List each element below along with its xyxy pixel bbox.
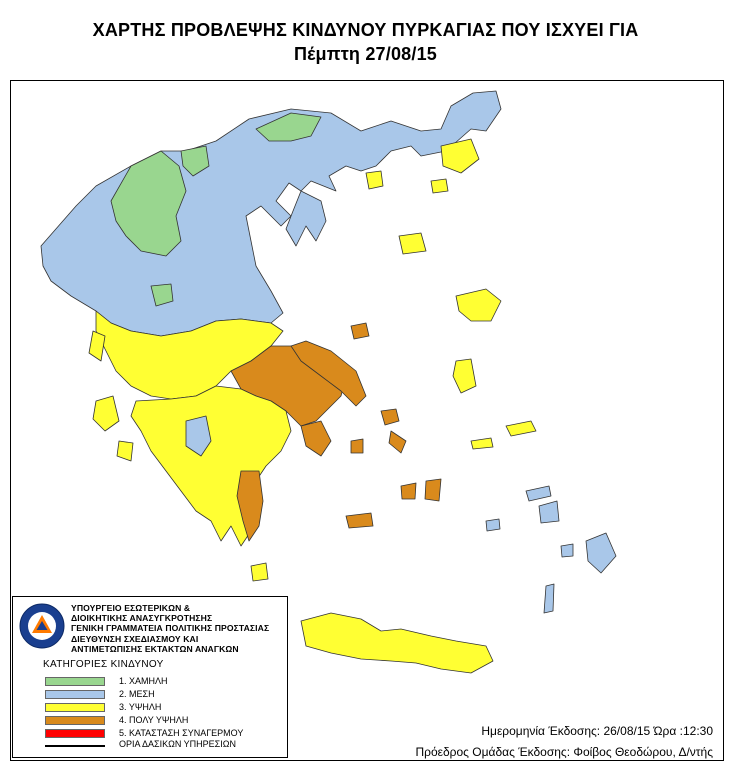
island-kythnos	[351, 439, 363, 453]
legend-label: 3. ΥΨΗΛΗ	[119, 702, 162, 712]
region-high-peloponnese	[131, 386, 291, 546]
risk-categories-title: ΚΑΤΗΓΟΡΙΕΣ ΚΙΝΔΥΝΟΥ	[43, 659, 164, 670]
island-karpathos	[544, 584, 554, 613]
island-lemnos	[399, 233, 426, 254]
legend-label: 1. ΧΑΜΗΛΗ	[119, 676, 168, 686]
swatch-very-high	[45, 716, 105, 725]
island-naxos	[425, 479, 441, 501]
map-date: Πέμπτη 27/08/15	[293, 44, 437, 64]
island-kos	[526, 486, 551, 501]
legend-label: 2. ΜΕΣΗ	[119, 689, 155, 699]
region-chalkidiki	[286, 191, 326, 246]
island-paros	[401, 483, 416, 499]
island-crete	[301, 613, 493, 673]
island-milos	[346, 513, 373, 528]
legend-label: 4. ΠΟΛΥ ΥΨΗΛΗ	[119, 715, 189, 725]
org-line: ΔΙΟΙΚΗΤΙΚΗΣ ΑΝΑΣΥΓΚΡΟΤΗΣΗΣ	[71, 613, 213, 624]
forest-service-boundary-label: ΟΡΙΑ ΔΑΣΙΚΩΝ ΥΠΗΡΕΣΙΩΝ	[119, 739, 236, 749]
ministry-text	[71, 603, 269, 654]
island-kefalonia	[93, 396, 119, 431]
map-title: ΧΑΡΤΗΣ ΠΡΟΒΛΕΨΗΣ ΚΙΝΔΥΝΟΥ ΠΥΡΚΑΓΙΑΣ ΠΟΥ ΙΣΧΥΕΙ ΓΙΑ	[92, 20, 639, 40]
island-andros	[389, 431, 406, 453]
legend-label: 5. ΚΑΤΑΣΤΑΣΗ ΣΥΝΑΓΕΡΜΟΥ	[119, 728, 244, 738]
island-kalymnos	[539, 501, 559, 523]
swatch-high	[45, 703, 105, 712]
issue-date: Ημερομηνία Έκδοσης: 26/08/15 Ώρα :12:30	[481, 724, 713, 738]
island-ikaria	[471, 438, 493, 449]
forest-service-boundary-line	[45, 745, 105, 747]
legend-box	[12, 596, 288, 758]
island-astypalaia	[486, 519, 500, 531]
island-chios	[453, 359, 476, 393]
org-line: ΔΙΕΥΘΥΝΣΗ ΣΧΕΔΙΑΣΜΟΥ ΚΑΙ	[71, 633, 199, 644]
swatch-alert	[45, 729, 105, 738]
island-samos	[506, 421, 536, 436]
island-rhodes	[586, 533, 616, 573]
org-line: ΓΕΝΙΚΗ ΓΡΑΜΜΑΤΕΙΑ ΠΟΛΙΤΙΚΗΣ ΠΡΟΣΤΑΣΙΑΣ	[71, 623, 270, 634]
island-skyros	[381, 409, 399, 425]
island-kythira	[251, 563, 268, 581]
region-very-high-attica	[301, 421, 331, 456]
island-sporades	[351, 323, 369, 339]
island-lesvos	[456, 289, 501, 321]
island-thasos	[366, 171, 383, 189]
swatch-medium	[45, 690, 105, 699]
island-corfu	[89, 331, 105, 361]
issue-chair: Πρόεδρος Ομάδας Έκδοσης: Φοίβος Θεοδώρου, Δ/ντής	[415, 745, 713, 759]
island-samothrace	[431, 179, 448, 193]
island-zakynthos	[117, 441, 133, 461]
org-line: ΥΠΟΥΡΓΕΙΟ ΕΣΩΤΕΡΙΚΩΝ &	[71, 603, 191, 613]
org-line: ΑΝΤΙΜΕΤΩΠΙΣΗΣ ΕΚΤΑΚΤΩΝ ΑΝΑΓΚΩΝ	[71, 643, 239, 654]
island-chalki	[561, 544, 573, 557]
civil-protection-emblem-icon	[19, 603, 65, 649]
swatch-low	[45, 677, 105, 686]
